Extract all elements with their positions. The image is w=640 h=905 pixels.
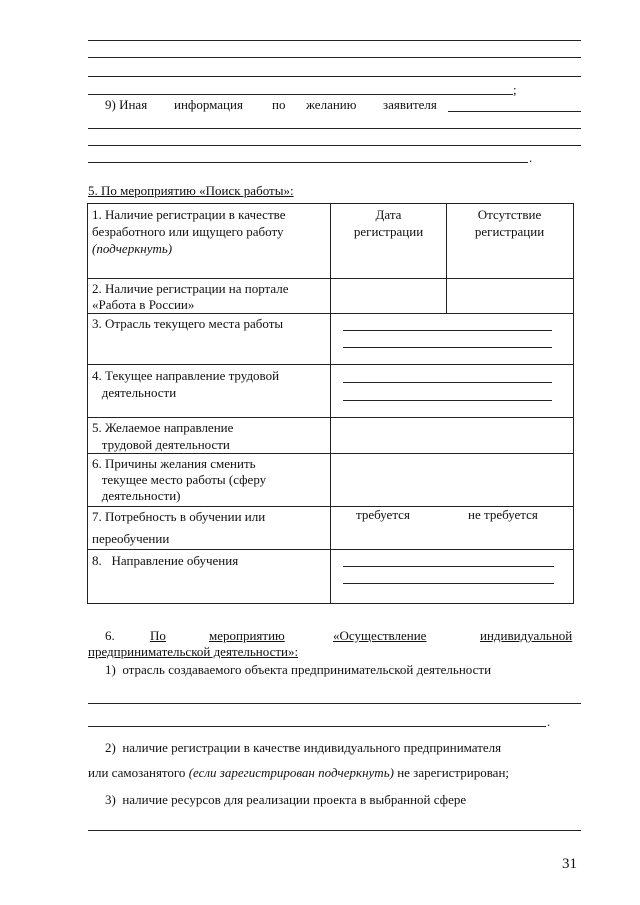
- section6-word: индивидуальной: [480, 628, 573, 643]
- row1-label-italic: (подчеркнуть): [92, 241, 173, 256]
- col-date-header-1: Дата: [375, 207, 402, 222]
- section6-word: мероприятию: [209, 628, 285, 643]
- section6-word: По: [150, 628, 166, 643]
- section6-item2: 2) наличие регистрации в качестве индивидуального предпринимателя: [105, 740, 502, 755]
- item9-label: 9) Иная: [105, 97, 148, 112]
- page-number: 31: [562, 856, 577, 872]
- row2-label-line1: 2. Наличие регистрации на портале: [92, 281, 289, 296]
- row-divider: [87, 417, 573, 418]
- col-absent-header-2: регистрации: [474, 224, 545, 239]
- blank-line: [88, 830, 581, 831]
- fill-line: [343, 347, 552, 348]
- row-divider: [87, 453, 573, 454]
- section6-heading-line2: предпринимательской деятельности»:: [88, 644, 299, 659]
- row7-label-line2: переобучении: [92, 531, 170, 546]
- row5-label-line1: 5. Желаемое направление: [92, 420, 234, 435]
- row4-label-line1: 4. Текущее направление трудовой: [92, 368, 280, 383]
- blank-line: [88, 57, 581, 58]
- section6-item1: 1) отрасль создаваемого объекта предпринимательской деятельности: [105, 662, 492, 677]
- item9-word: по: [272, 97, 286, 112]
- row8-label: 8. Направление обучения: [92, 553, 239, 568]
- row-divider: [87, 313, 573, 314]
- blank-line: [88, 145, 581, 146]
- section6-item2-line2: или самозанятого (если зарегистрирован подчеркнуть) не зарегистрирован;: [88, 765, 510, 780]
- section5-heading: 5. По мероприятию «Поиск работы»:: [88, 183, 294, 198]
- blank-line: [88, 162, 528, 163]
- row7-label-line1: 7. Потребность в обучении или: [92, 509, 266, 524]
- blank-line: [448, 111, 581, 112]
- semicolon: ;: [513, 82, 517, 97]
- blank-line: [88, 726, 546, 727]
- row3-label: 3. Отрасль текущего места работы: [92, 316, 284, 331]
- option-required[interactable]: требуется: [356, 507, 410, 522]
- row6-label-line1: 6. Причины желания сменить: [92, 456, 256, 471]
- item9-word: желанию: [306, 97, 357, 112]
- fill-line: [343, 400, 552, 401]
- blank-line: [88, 94, 513, 95]
- row2-label-line2: «Работа в России»: [92, 297, 195, 312]
- row6-label-line3: деятельности): [92, 488, 181, 503]
- item9-word: заявителя: [383, 97, 437, 112]
- fill-line: [343, 583, 554, 584]
- col-divider: [330, 203, 331, 603]
- blank-line: [88, 703, 581, 704]
- row4-label-line2: деятельности: [92, 385, 177, 400]
- row1-label-line1: 1. Наличие регистрации в качестве: [92, 207, 286, 222]
- row-divider: [87, 278, 573, 279]
- period: .: [529, 150, 533, 165]
- row5-label-line2: трудовой деятельности: [92, 437, 230, 452]
- section6-num: 6.: [105, 628, 115, 643]
- fill-line: [343, 566, 554, 567]
- period: .: [547, 714, 551, 729]
- fill-line: [343, 330, 552, 331]
- col-date-header-2: регистрации: [353, 224, 424, 239]
- fill-line: [343, 382, 552, 383]
- blank-line: [88, 128, 581, 129]
- row-divider: [87, 364, 573, 365]
- col-absent-header-1: Отсутствие: [477, 207, 542, 222]
- blank-line: [88, 40, 581, 41]
- row-divider: [87, 549, 573, 550]
- row1-label-line2: безработного или ищущего работу: [92, 224, 284, 239]
- section6-item3: 3) наличие ресурсов для реализации проекта в выбранной сфере: [105, 792, 467, 807]
- section6-word: «Осуществление: [333, 628, 427, 643]
- blank-line: [88, 76, 581, 77]
- item9-word: информация: [174, 97, 243, 112]
- row6-label-line2: текущее место работы (сферу: [92, 472, 267, 487]
- option-not-required[interactable]: не требуется: [468, 507, 538, 522]
